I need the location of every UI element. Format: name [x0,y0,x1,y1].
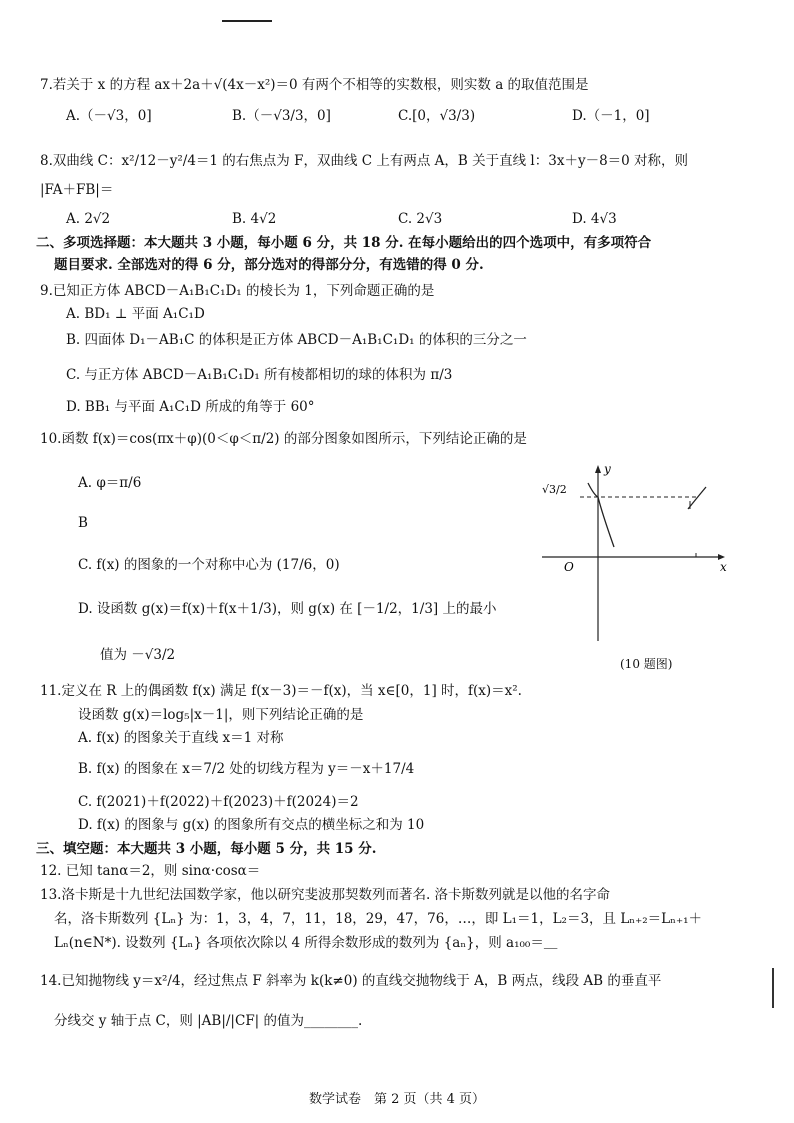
q10-graph-svg [540,465,730,645]
q7-option-c: C.[0，√3/3) [398,108,476,124]
q8-stem: 8.双曲线 C：x²/12－y²/4＝1 的右焦点为 F，双曲线 C 上有两点 A，B 关于直线 l：3x＋y－8＝0 对称，则 [40,153,689,169]
q7-option-d: D.（－1，0] [572,108,650,124]
y-label: y [604,465,611,476]
q7-option-b: B.（－√3/3，0] [232,108,331,124]
section2-heading: 二、多项选择题：本大题共 3 小题，每小题 6 分，共 18 分. 在每小题给出的四个选项中，有多项符合 [36,235,652,251]
q10-option-c: C. f(x) 的图象的一个对称中心为 (17/6，0) [78,557,340,573]
q11-stem-2: 设函数 g(x)＝log₅|x－1|，则下列结论正确的是 [78,707,364,723]
q13-line-2: 名，洛卡斯数列 {Lₙ} 为：1，3，4，7，11，18，29，47，76，…，即 L₁＝1，L₂＝3，且 Lₙ₊₂＝Lₙ₊₁＋ [54,911,703,927]
q10-caption: (10 题图) [620,657,673,671]
q10-figure [540,465,730,645]
top-mark [222,20,272,22]
q8-option-a: A. 2√2 [66,211,111,227]
margin-mark [772,968,774,1008]
q13-line-1: 13.洛卡斯是十九世纪法国数学家，他以研究斐波那契数列而著名. 洛卡斯数列就是以他的名字命 [40,887,611,903]
q11-stem: 11.定义在 R 上的偶函数 f(x) 满足 f(x－3)＝－f(x)，当 x∈[0，1] 时，f(x)＝x². [40,683,522,699]
curve-right [688,487,706,509]
curve-left [588,483,614,547]
q8-option-c: C. 2√3 [398,211,443,227]
x-label: x [720,560,727,574]
q14-line-1: 14.已知抛物线 y＝x²/4，经过焦点 F 斜率为 k(k≠0) 的直线交抛物线于 A，B 两点，线段 AB 的垂直平 [40,973,662,989]
q10-option-d-2: 值为 －√3/2 [100,647,176,663]
q11-option-b: B. f(x) 的图象在 x＝7/2 处的切线方程为 y＝－x＋17/4 [78,761,415,777]
origin-label: O [564,560,574,574]
q10-option-b: B [78,515,88,531]
section2-heading-2: 题目要求. 全部选对的得 6 分，部分选对的得部分分，有选错的得 0 分. [54,257,484,273]
q9-option-a: A. BD₁ ⊥ 平面 A₁C₁D [66,306,205,322]
page-footer: 数学试卷 第 2 页（共 4 页） [308,1092,486,1107]
q14-line-2: 分线交 y 轴于点 C，则 |AB|/|CF| 的值为________. [54,1013,363,1029]
q10-option-a: A. φ＝π/6 [78,475,142,491]
y-tick-label: √3/2 [542,483,567,496]
q13-line-3: Lₙ(n∈N*). 设数列 {Lₙ} 各项依次除以 4 所得余数形成的数列为 {aₙ}，则 a₁₀₀＝＿ [54,935,558,951]
q11-option-c: C. f(2021)＋f(2022)＋f(2023)＋f(2024)＝2 [78,794,359,810]
q10-option-d: D. 设函数 g(x)＝f(x)＋f(x＋1/3)，则 g(x) 在 [－1/2，1/3] 上的最小 [78,601,497,617]
q8-option-d: D. 4√3 [572,211,617,227]
y-axis-arrow [595,465,601,473]
q11-option-d: D. f(x) 的图象与 g(x) 的图象所有交点的横坐标之和为 10 [78,817,425,833]
q9-option-d: D. BB₁ 与平面 A₁C₁D 所成的角等于 60° [66,399,315,415]
q9-stem: 9.已知正方体 ABCD－A₁B₁C₁D₁ 的棱长为 1，下列命题正确的是 [40,283,435,299]
q7-option-a: A.（－√3，0] [66,108,152,124]
section3-heading: 三、填空题：本大题共 3 小题，每小题 5 分，共 15 分. [36,841,377,857]
q8-stem-2: |FA＋FB|＝ [40,182,114,198]
q12-stem: 12. 已知 tanα＝2，则 sinα·cosα＝ [40,863,261,879]
q10-stem: 10.函数 f(x)＝cos(πx＋φ)(0＜φ＜π/2) 的部分图象如图所示，下列结论正确的是 [40,431,527,447]
q9-option-b: B. 四面体 D₁－AB₁C 的体积是正方体 ABCD－A₁B₁C₁D₁ 的体积的三分之一 [66,332,527,348]
q11-option-a: A. f(x) 的图象关于直线 x＝1 对称 [78,730,284,746]
q9-option-c: C. 与正方体 ABCD－A₁B₁C₁D₁ 所有棱都相切的球的体积为 π/3 [66,367,453,383]
q8-option-b: B. 4√2 [232,211,277,227]
q7-stem: 7.若关于 x 的方程 ax＋2a＋√(4x－x²)＝0 有两个不相等的实数根，则实数 a 的取值范围是 [40,77,589,93]
